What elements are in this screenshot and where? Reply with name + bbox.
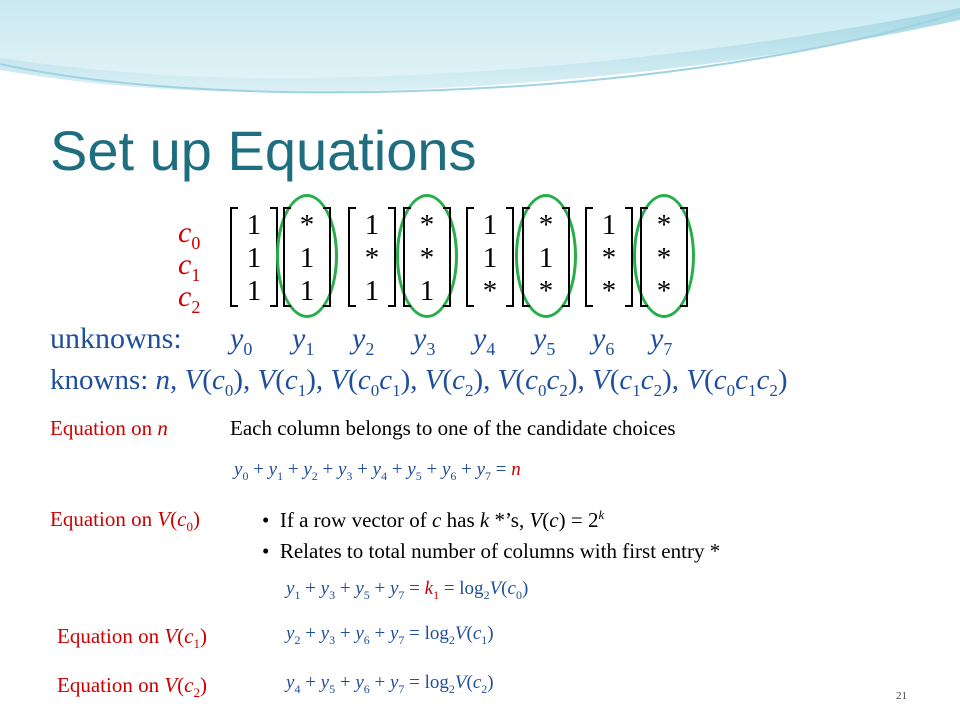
matrix-entry: *: [601, 242, 617, 274]
equation-vc2-label: Equation on $V(c_2)$: [57, 673, 207, 701]
matrix-entry: 1: [419, 275, 435, 307]
unknown-y5: $y_5$: [533, 322, 556, 359]
equation-n-description: Each column belongs to one of the candidate choices: [230, 416, 676, 440]
matrix-entry: 1: [364, 275, 380, 307]
equation-vc0-bullet-2: • Relates to total number of columns with first entry *: [262, 539, 721, 563]
matrix-entry: 1: [482, 242, 498, 274]
unknown-y2: $y_2$: [352, 322, 375, 359]
knowns-label: knowns:: [50, 364, 149, 396]
unknown-y0: $y_0$: [230, 322, 253, 359]
header-wave-decoration: [0, 0, 960, 110]
matrix-entry: *: [538, 275, 554, 307]
unknowns-label: unknowns:: [50, 322, 182, 355]
column-vector-4: [466, 207, 514, 307]
matrix-entry: *: [419, 242, 435, 274]
unknown-y6: $y_6$: [592, 322, 615, 359]
matrix-entry: *: [656, 242, 672, 274]
equation-vc0-bullet-1: • If a row vector of c has k *’s, $V(c) = 2^k$: [262, 507, 605, 532]
column-vector-3: [403, 207, 451, 307]
matrix-entry: *: [656, 275, 672, 307]
matrix-entry: 1: [246, 275, 262, 307]
matrix-entry: *: [364, 242, 380, 274]
equation-n-label: Equation on n: [50, 416, 168, 440]
matrix-entry: *: [538, 209, 554, 241]
matrix-entry: 1: [299, 275, 315, 307]
slide-title: Set up Equations: [50, 119, 477, 182]
matrix-entry: 1: [299, 242, 315, 274]
matrix-entry: *: [601, 275, 617, 307]
matrix-entry: 1: [364, 209, 380, 241]
equation-vc2-formula: $y_4 + y_5 + y_6 + y_7 = \log_2V(c_2)$: [286, 672, 494, 696]
matrix-entry: 1: [246, 209, 262, 241]
unknown-y3: $y_3$: [413, 322, 436, 359]
equation-vc0-formula: $y_1 + y_3 + y_5 + y_7 = k_1 = \log_2V(c_0)$: [286, 578, 529, 602]
matrix-entry: 1: [482, 209, 498, 241]
matrix-entry: *: [299, 209, 315, 241]
equation-vc1-formula: $y_2 + y_3 + y_6 + y_7 = \log_2V(c_1)$: [286, 623, 494, 647]
matrix-entry: 1: [538, 242, 554, 274]
matrix-entry: 1: [601, 209, 617, 241]
matrix-entry: 1: [246, 242, 262, 274]
row-label-c2: $c_2$: [178, 280, 201, 317]
row-label-c1: $c_1$: [178, 248, 201, 285]
matrix-entry: *: [482, 275, 498, 307]
equation-vc1-label: Equation on $V(c_1)$: [57, 624, 207, 652]
unknown-y7: $y_7$: [650, 322, 673, 359]
unknown-y4: $y_4$: [473, 322, 496, 359]
column-vector-0: [230, 207, 278, 307]
equation-vc0-label: Equation on $V(c_0)$: [50, 507, 200, 535]
unknown-y1: $y_1$: [292, 322, 315, 359]
equation-n-formula: $y_0 + y_1 + y_2 + y_3 + y_4 + y_5 + y_6 + y_7 = n$: [234, 459, 521, 483]
matrix-entry: *: [419, 209, 435, 241]
column-vector-7: [640, 207, 688, 307]
matrix-entry: *: [656, 209, 672, 241]
knowns-line: knowns: n, $V(c_0)$, $V(c_1)$, $V(c_0c_1)$, $V(c_2)$, $V(c_0c_2)$, $V(c_1c_2)$, $V(c_0c_1c_2)$: [50, 364, 788, 400]
column-vector-6: [585, 207, 633, 307]
column-vector-5: [522, 207, 570, 307]
column-vector-2: [348, 207, 396, 307]
column-vector-1: [283, 207, 331, 307]
page-number: 21: [896, 690, 907, 702]
row-label-c0: $c_0$: [178, 216, 201, 253]
